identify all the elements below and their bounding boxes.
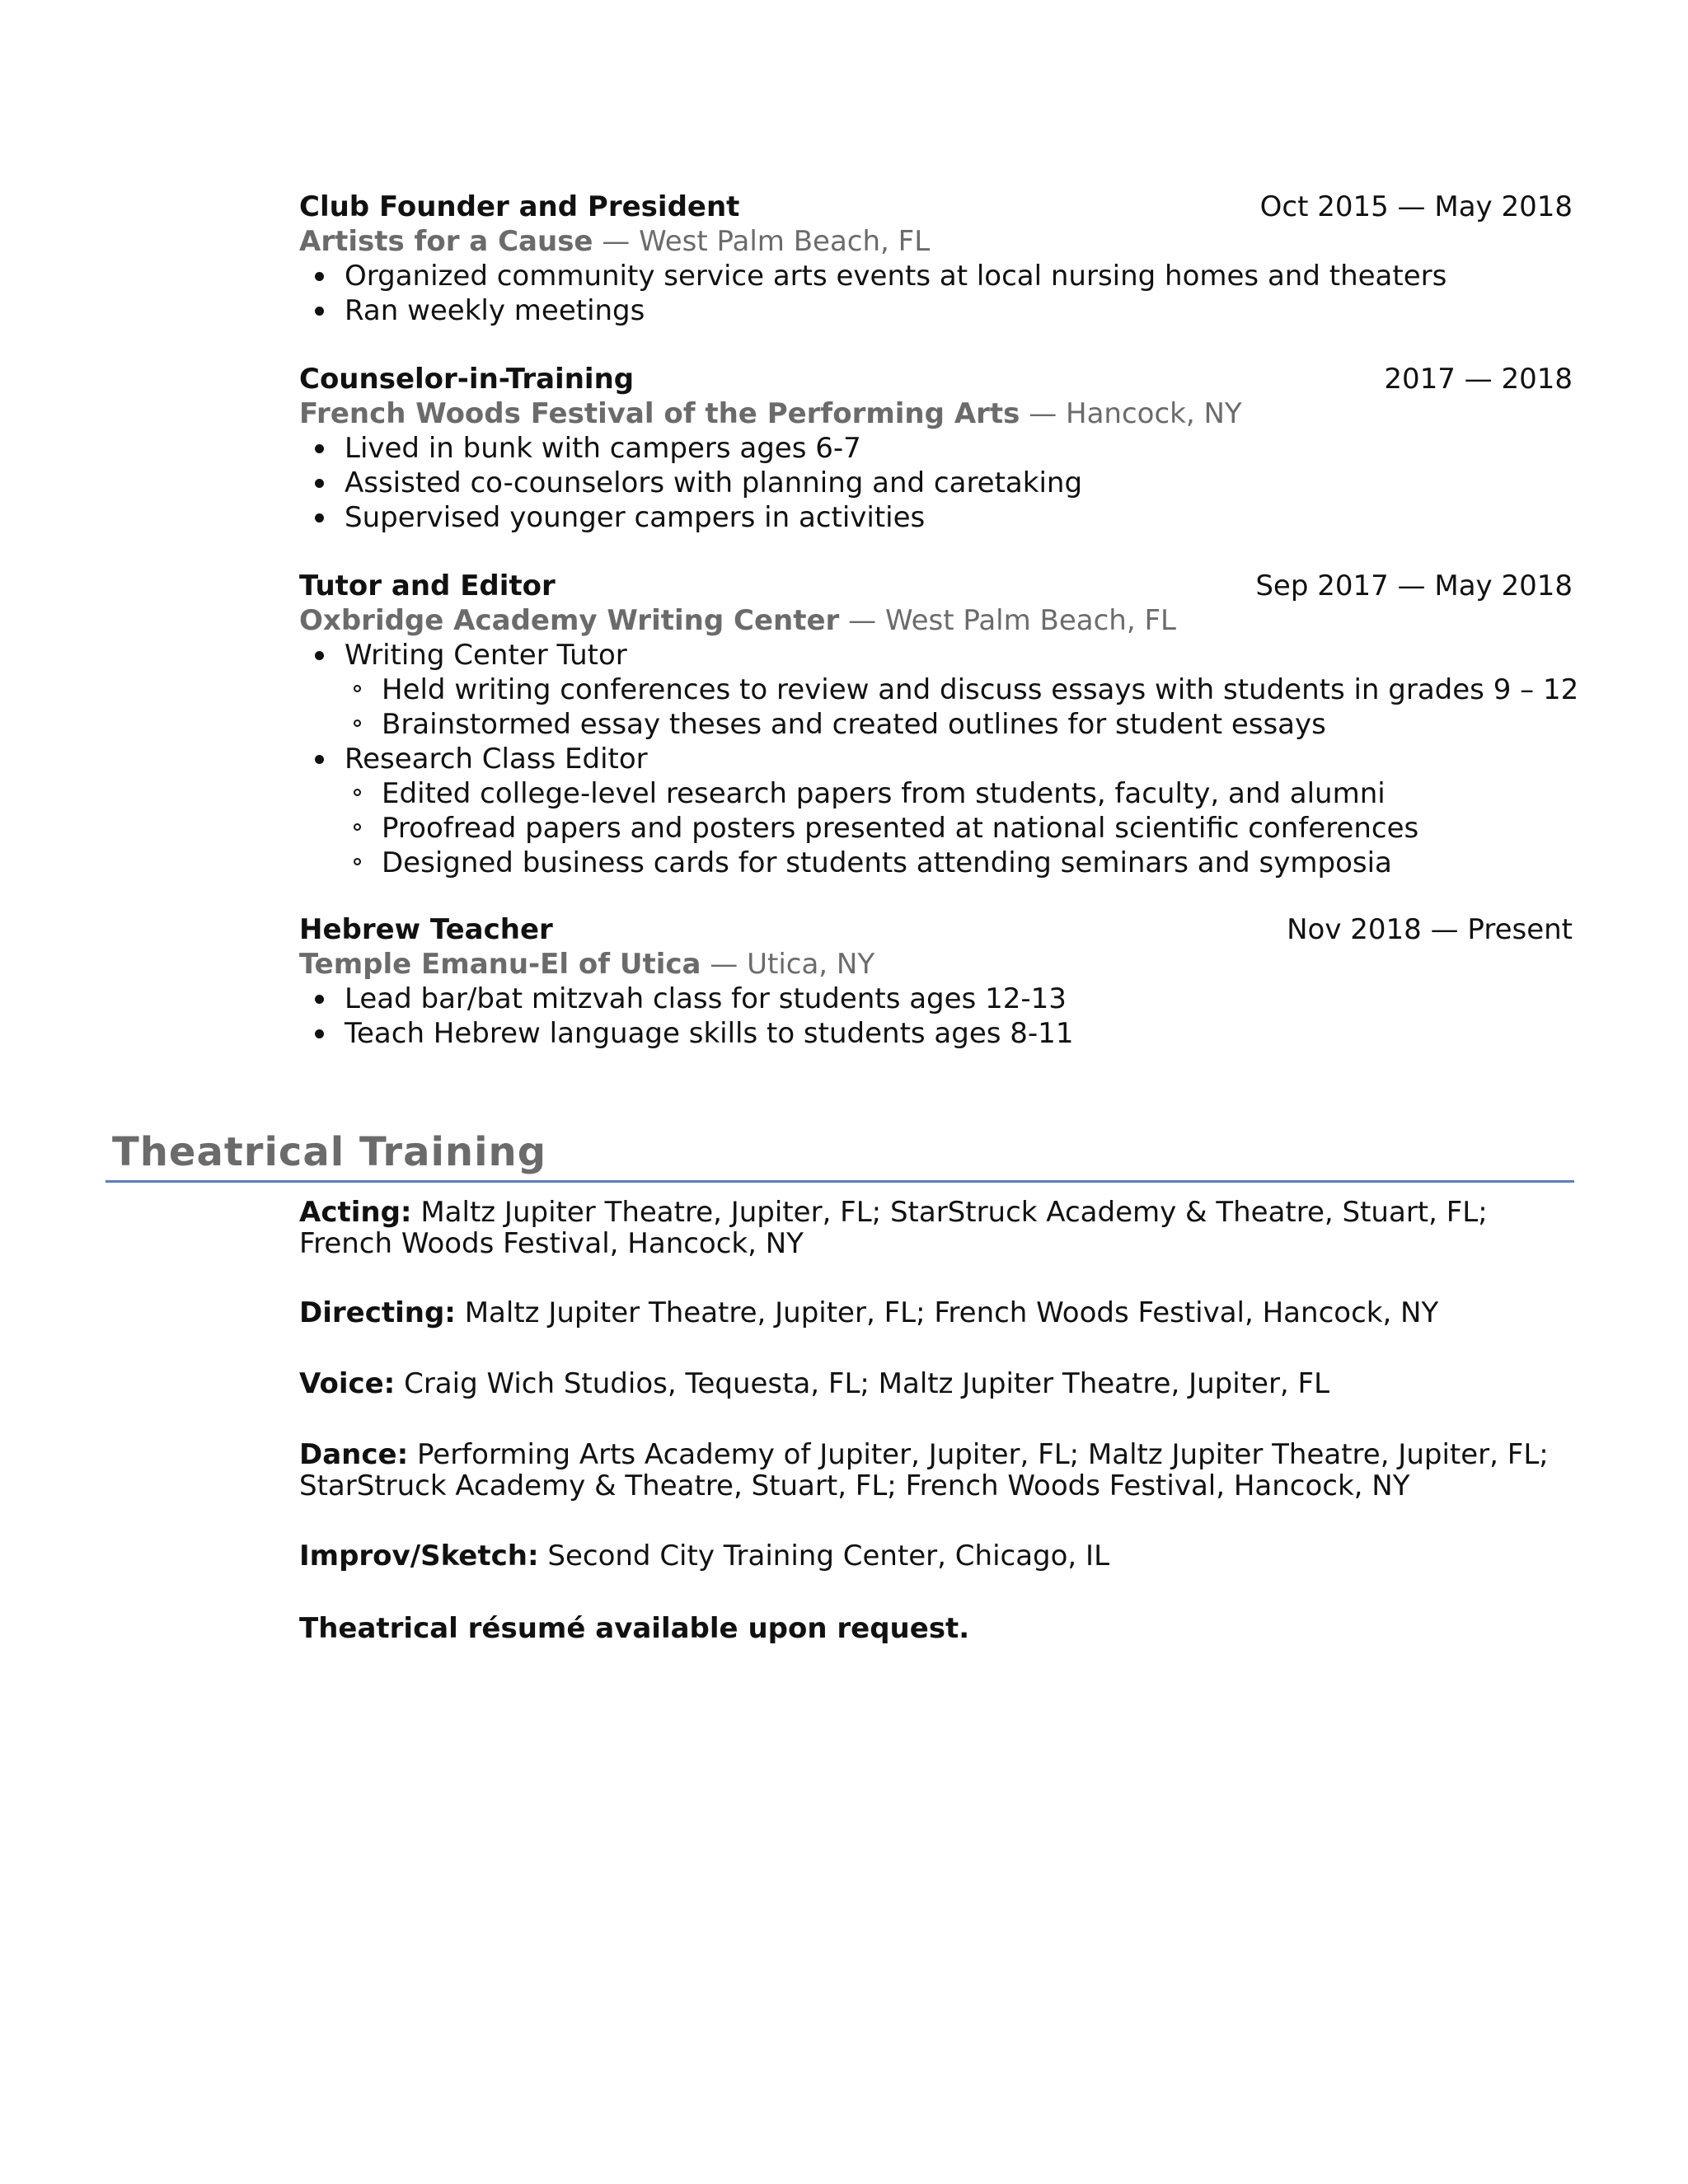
organization-location: — West Palm Beach, FL [839,604,1176,637]
bullet-item [299,500,1573,535]
experience-entry-tutor [299,569,1579,880]
bullet-list [299,259,1573,328]
sub-bullet-text: Brainstormed essay theses and created outlines for student essays [382,708,1326,741]
sub-bullet-text: Designed business cards for students attending seminars and symposia [382,846,1392,879]
bullet-text: Writing Center Tutor [345,639,627,672]
training-label: Improv/Sketch: [299,1540,539,1572]
bullet-text: Supervised younger campers in activities [345,501,926,534]
bullet-item [299,431,1573,466]
bullet-list [299,431,1573,535]
job-title: Hebrew Teacher [299,913,553,946]
job-date: Sep 2017 — May 2018 [1255,569,1573,602]
bullet-icon [315,513,324,523]
organization-line [299,603,1573,638]
bullet-list [299,638,1579,880]
sub-bullet-item [345,707,1573,742]
organization-location: — Utica, NY [701,948,875,981]
bullet-text: Research Class Editor [345,743,648,776]
organization-line [299,396,1573,431]
bullet-item [299,742,1573,880]
sub-bullet-icon [354,685,361,692]
sub-bullet-list [345,776,1573,880]
bullet-item [299,466,1573,500]
bullet-icon [315,755,324,764]
bullet-item [299,1016,1573,1051]
organization-name: Temple Emanu-El of Utica [299,948,701,981]
bullet-text: Teach Hebrew language skills to students ages 8-11 [345,1017,1074,1050]
training-item-voice [299,1368,1577,1399]
bullet-text: Lived in bunk with campers ages 6-7 [345,432,861,465]
bullet-text: Assisted co-counselors with planning and caretaking [345,466,1083,499]
sub-bullet-icon [354,823,361,831]
sub-bullet-text: Held writing conferences to review and discuss essays with students in grades 9 – 12 [382,673,1579,706]
training-label: Acting: [299,1196,412,1229]
training-label: Directing: [299,1296,456,1329]
bullet-item [299,982,1573,1016]
bullet-icon [315,995,324,1004]
job-title: Counselor-in-Training [299,363,635,396]
organization-name: Oxbridge Academy Writing Center [299,604,840,637]
organization-line [299,947,1573,982]
sub-bullet-text: Proofread papers and posters presented at national scientific conferences [382,812,1419,845]
organization-location: — Hancock, NY [1020,397,1242,430]
bullet-icon [315,444,324,453]
job-date: Nov 2018 — Present [1287,913,1573,946]
experience-entry-club-founder [299,190,1573,328]
bullet-icon [315,1029,324,1038]
sub-bullet-list [345,673,1579,742]
entry-header [299,190,1573,224]
training-item-improv [299,1540,1577,1572]
job-title: Tutor and Editor [299,569,556,602]
sub-bullet-item [345,846,1573,880]
sub-bullet-icon [354,719,361,727]
experience-entry-hebrew-teacher [299,912,1573,1051]
bullet-icon [315,272,324,281]
training-text: Performing Arts Academy of Jupiter, Jupiter, FL; Maltz Jupiter Theatre, Jupiter, FL; StarStruck Academy & Theatre, Stuart, FL; French Woods Festival, Hancock, NY [299,1438,1549,1502]
sub-bullet-text: Edited college-level research papers from students, faculty, and alumni [382,777,1386,810]
bullet-text: Organized community service arts events at local nursing homes and theaters [345,260,1447,293]
sub-bullet-item [345,673,1579,707]
organization-name: French Woods Festival of the Performing Arts [299,397,1020,430]
training-item-dance [299,1439,1577,1502]
training-item-directing [299,1297,1577,1329]
bullet-item [299,293,1573,328]
bullet-item [299,259,1573,293]
training-item-acting [299,1197,1577,1259]
job-date: 2017 — 2018 [1384,363,1573,396]
entry-header [299,362,1573,396]
bullet-icon [315,307,324,316]
sub-bullet-item [345,776,1573,811]
training-text: Second City Training Center, Chicago, IL [538,1540,1110,1572]
organization-name: Artists for a Cause [299,225,593,258]
job-date: Oct 2015 — May 2018 [1259,190,1573,223]
sub-bullet-icon [354,789,361,796]
bullet-icon [315,479,324,488]
section-divider [106,1180,1574,1183]
resume-available-note: Theatrical résumé available upon request. [299,1612,970,1645]
bullet-text: Lead bar/bat mitzvah class for students ages 12-13 [345,982,1067,1015]
job-title: Club Founder and President [299,190,740,223]
organization-line [299,224,1573,259]
training-text: Maltz Jupiter Theatre, Jupiter, FL; French Woods Festival, Hancock, NY [455,1296,1439,1329]
sub-bullet-icon [354,858,361,865]
training-text: Maltz Jupiter Theatre, Jupiter, FL; StarStruck Academy & Theatre, Stuart, FL; French Woods Festival, Hancock, NY [299,1196,1488,1260]
bullet-icon [315,651,324,660]
training-label: Voice: [299,1367,396,1400]
experience-entry-counselor [299,362,1573,535]
bullet-text: Ran weekly meetings [345,294,645,327]
training-text: Craig Wich Studios, Tequesta, FL; Maltz Jupiter Theatre, Jupiter, FL [395,1367,1330,1400]
entry-header [299,912,1573,947]
training-label: Dance: [299,1438,409,1471]
organization-location: — West Palm Beach, FL [593,225,931,258]
entry-header [299,569,1573,603]
bullet-list [299,982,1573,1051]
sub-bullet-item [345,811,1573,846]
section-heading-theatrical-training: Theatrical Training [112,1129,547,1175]
bullet-item [299,638,1579,742]
